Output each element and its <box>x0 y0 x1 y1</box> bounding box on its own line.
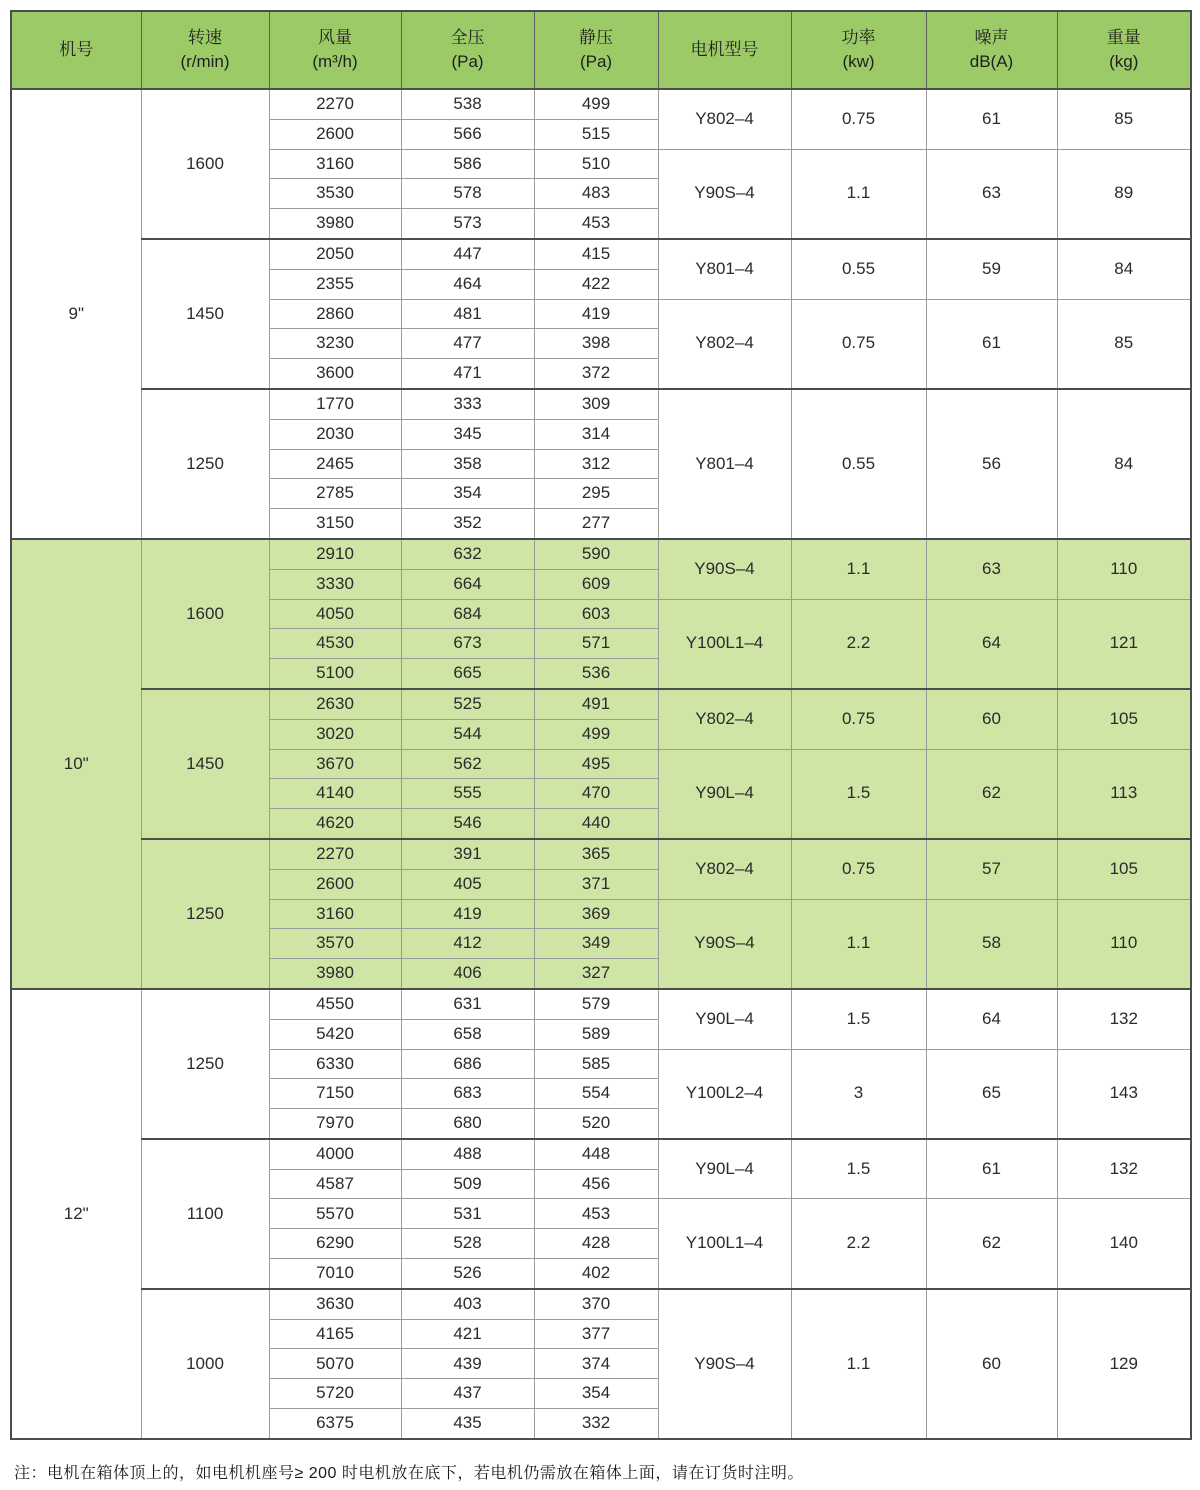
airflow-cell: 7970 <box>269 1109 401 1139</box>
power-cell: 0.55 <box>791 389 926 539</box>
static-pressure-cell: 453 <box>534 1199 658 1229</box>
noise-cell: 59 <box>926 239 1057 299</box>
weight-cell: 140 <box>1057 1199 1191 1289</box>
weight-cell: 85 <box>1057 299 1191 389</box>
motor-model-cell: Y100L1–4 <box>658 1199 791 1289</box>
static-pressure-cell: 369 <box>534 899 658 929</box>
static-pressure-cell: 470 <box>534 779 658 809</box>
power-cell: 0.75 <box>791 689 926 749</box>
static-pressure-cell: 428 <box>534 1229 658 1259</box>
header-line2: (m³/h) <box>312 52 358 71</box>
static-pressure-cell: 419 <box>534 299 658 329</box>
weight-cell: 132 <box>1057 989 1191 1049</box>
airflow-cell: 3630 <box>269 1289 401 1319</box>
weight-cell: 89 <box>1057 149 1191 239</box>
weight-cell: 132 <box>1057 1139 1191 1199</box>
header-line2: (Pa) <box>451 52 484 71</box>
header-line1: 重量 <box>1106 28 1141 47</box>
weight-cell: 113 <box>1057 749 1191 839</box>
header-line1: 转速 <box>188 28 222 47</box>
col-header-airflow <box>269 11 401 89</box>
motor-model-cell: Y802–4 <box>658 839 791 899</box>
table-row <box>11 389 1191 419</box>
col-header-total-pressure <box>401 11 534 89</box>
static-pressure-cell: 456 <box>534 1169 658 1199</box>
static-pressure-cell: 332 <box>534 1409 658 1439</box>
noise-cell: 60 <box>926 689 1057 749</box>
airflow-cell: 2600 <box>269 119 401 149</box>
total-pressure-cell: 481 <box>401 299 534 329</box>
static-pressure-cell: 515 <box>534 119 658 149</box>
motor-model-cell: Y100L1–4 <box>658 599 791 689</box>
static-pressure-cell: 453 <box>534 209 658 239</box>
power-cell: 1.1 <box>791 539 926 599</box>
header-row <box>11 11 1191 89</box>
header-line1: 机号 <box>59 40 94 59</box>
weight-cell: 105 <box>1057 839 1191 899</box>
airflow-cell: 1770 <box>269 389 401 419</box>
static-pressure-cell: 398 <box>534 329 658 359</box>
total-pressure-cell: 525 <box>401 689 534 719</box>
total-pressure-cell: 544 <box>401 719 534 749</box>
airflow-cell: 4140 <box>269 779 401 809</box>
total-pressure-cell: 447 <box>401 239 534 269</box>
total-pressure-cell: 555 <box>401 779 534 809</box>
airflow-cell: 3020 <box>269 719 401 749</box>
static-pressure-cell: 371 <box>534 869 658 899</box>
static-pressure-cell: 590 <box>534 539 658 569</box>
power-cell: 1.1 <box>791 149 926 239</box>
header-line1: 噪声 <box>974 28 1009 47</box>
power-cell: 2.2 <box>791 599 926 689</box>
power-cell: 3 <box>791 1049 926 1139</box>
airflow-cell: 6290 <box>269 1229 401 1259</box>
airflow-cell: 2050 <box>269 239 401 269</box>
total-pressure-cell: 509 <box>401 1169 534 1199</box>
header-line1: 全压 <box>450 28 485 47</box>
airflow-cell: 2785 <box>269 479 401 509</box>
total-pressure-cell: 538 <box>401 89 534 119</box>
airflow-cell: 5420 <box>269 1019 401 1049</box>
total-pressure-cell: 526 <box>401 1259 534 1289</box>
motor-model-cell: Y90S–4 <box>658 1289 791 1439</box>
weight-cell: 84 <box>1057 239 1191 299</box>
noise-cell: 63 <box>926 149 1057 239</box>
motor-model-cell: Y802–4 <box>658 89 791 149</box>
total-pressure-cell: 632 <box>401 539 534 569</box>
total-pressure-cell: 358 <box>401 449 534 479</box>
total-pressure-cell: 345 <box>401 419 534 449</box>
static-pressure-cell: 377 <box>534 1319 658 1349</box>
speed-cell: 1450 <box>141 689 269 839</box>
speed-cell: 1600 <box>141 89 269 239</box>
airflow-cell: 3530 <box>269 179 401 209</box>
table-row <box>11 1139 1191 1169</box>
motor-model-cell: Y90L–4 <box>658 749 791 839</box>
static-pressure-cell: 372 <box>534 359 658 389</box>
airflow-cell: 2630 <box>269 689 401 719</box>
static-pressure-cell: 327 <box>534 959 658 989</box>
airflow-cell: 6375 <box>269 1409 401 1439</box>
airflow-cell: 6330 <box>269 1049 401 1079</box>
total-pressure-cell: 658 <box>401 1019 534 1049</box>
total-pressure-cell: 437 <box>401 1379 534 1409</box>
static-pressure-cell: 415 <box>534 239 658 269</box>
table-row <box>11 539 1191 569</box>
total-pressure-cell: 578 <box>401 179 534 209</box>
table-row <box>11 1289 1191 1319</box>
airflow-cell: 4050 <box>269 599 401 629</box>
airflow-cell: 5070 <box>269 1349 401 1379</box>
total-pressure-cell: 665 <box>401 659 534 689</box>
power-cell: 0.75 <box>791 299 926 389</box>
motor-model-cell: Y90S–4 <box>658 539 791 599</box>
static-pressure-cell: 499 <box>534 719 658 749</box>
airflow-cell: 2030 <box>269 419 401 449</box>
col-header-weight <box>1057 11 1191 89</box>
static-pressure-cell: 448 <box>534 1139 658 1169</box>
static-pressure-cell: 370 <box>534 1289 658 1319</box>
weight-cell: 110 <box>1057 899 1191 989</box>
airflow-cell: 4530 <box>269 629 401 659</box>
airflow-cell: 4620 <box>269 809 401 839</box>
airflow-cell: 5570 <box>269 1199 401 1229</box>
airflow-cell: 7010 <box>269 1259 401 1289</box>
total-pressure-cell: 352 <box>401 509 534 539</box>
total-pressure-cell: 566 <box>401 119 534 149</box>
total-pressure-cell: 464 <box>401 269 534 299</box>
static-pressure-cell: 295 <box>534 479 658 509</box>
static-pressure-cell: 499 <box>534 89 658 119</box>
airflow-cell: 3980 <box>269 959 401 989</box>
power-cell: 1.5 <box>791 749 926 839</box>
static-pressure-cell: 579 <box>534 989 658 1019</box>
airflow-cell: 7150 <box>269 1079 401 1109</box>
total-pressure-cell: 680 <box>401 1109 534 1139</box>
noise-cell: 62 <box>926 749 1057 839</box>
static-pressure-cell: 349 <box>534 929 658 959</box>
static-pressure-cell: 277 <box>534 509 658 539</box>
table-row <box>11 239 1191 269</box>
weight-cell: 85 <box>1057 89 1191 149</box>
speed-cell: 1100 <box>141 1139 269 1289</box>
header-line2: dB(A) <box>969 52 1014 71</box>
total-pressure-cell: 477 <box>401 329 534 359</box>
airflow-cell: 2860 <box>269 299 401 329</box>
static-pressure-cell: 510 <box>534 149 658 179</box>
static-pressure-cell: 585 <box>534 1049 658 1079</box>
total-pressure-cell: 488 <box>401 1139 534 1169</box>
weight-cell: 143 <box>1057 1049 1191 1139</box>
static-pressure-cell: 491 <box>534 689 658 719</box>
airflow-cell: 3670 <box>269 749 401 779</box>
motor-model-cell: Y90S–4 <box>658 899 791 989</box>
airflow-cell: 4550 <box>269 989 401 1019</box>
static-pressure-cell: 440 <box>534 809 658 839</box>
speed-cell: 1600 <box>141 539 269 689</box>
total-pressure-cell: 586 <box>401 149 534 179</box>
airflow-cell: 4000 <box>269 1139 401 1169</box>
motor-model-cell: Y801–4 <box>658 389 791 539</box>
size-cell: 10" <box>11 539 141 989</box>
airflow-cell: 4587 <box>269 1169 401 1199</box>
col-header-size <box>11 11 141 89</box>
total-pressure-cell: 562 <box>401 749 534 779</box>
weight-cell: 84 <box>1057 389 1191 539</box>
static-pressure-cell: 495 <box>534 749 658 779</box>
weight-cell: 121 <box>1057 599 1191 689</box>
static-pressure-cell: 603 <box>534 599 658 629</box>
motor-model-cell: Y90S–4 <box>658 149 791 239</box>
table-row <box>11 89 1191 119</box>
airflow-cell: 3150 <box>269 509 401 539</box>
table-row <box>11 689 1191 719</box>
table-row <box>11 989 1191 1019</box>
power-cell: 0.75 <box>791 839 926 899</box>
static-pressure-cell: 536 <box>534 659 658 689</box>
airflow-cell: 3600 <box>269 359 401 389</box>
noise-cell: 58 <box>926 899 1057 989</box>
total-pressure-cell: 391 <box>401 839 534 869</box>
static-pressure-cell: 571 <box>534 629 658 659</box>
total-pressure-cell: 405 <box>401 869 534 899</box>
spec-table-body <box>11 89 1191 1439</box>
noise-cell: 65 <box>926 1049 1057 1139</box>
total-pressure-cell: 403 <box>401 1289 534 1319</box>
table-row <box>11 839 1191 869</box>
speed-cell: 1250 <box>141 839 269 989</box>
total-pressure-cell: 406 <box>401 959 534 989</box>
motor-model-cell: Y802–4 <box>658 299 791 389</box>
weight-cell: 110 <box>1057 539 1191 599</box>
speed-cell: 1250 <box>141 989 269 1139</box>
speed-cell: 1000 <box>141 1289 269 1439</box>
col-header-speed <box>141 11 269 89</box>
total-pressure-cell: 419 <box>401 899 534 929</box>
static-pressure-cell: 483 <box>534 179 658 209</box>
header-line2: (r/min) <box>180 52 230 71</box>
noise-cell: 60 <box>926 1289 1057 1439</box>
power-cell: 1.5 <box>791 989 926 1049</box>
airflow-cell: 3160 <box>269 899 401 929</box>
col-header-power <box>791 11 926 89</box>
total-pressure-cell: 333 <box>401 389 534 419</box>
speed-cell: 1450 <box>141 239 269 389</box>
airflow-cell: 2600 <box>269 869 401 899</box>
header-line2: (kg) <box>1109 52 1139 71</box>
total-pressure-cell: 664 <box>401 569 534 599</box>
total-pressure-cell: 435 <box>401 1409 534 1439</box>
static-pressure-cell: 365 <box>534 839 658 869</box>
static-pressure-cell: 312 <box>534 449 658 479</box>
speed-cell: 1250 <box>141 389 269 539</box>
airflow-cell: 3570 <box>269 929 401 959</box>
total-pressure-cell: 684 <box>401 599 534 629</box>
weight-cell: 129 <box>1057 1289 1191 1439</box>
motor-model-cell: Y90L–4 <box>658 989 791 1049</box>
col-header-noise <box>926 11 1057 89</box>
total-pressure-cell: 531 <box>401 1199 534 1229</box>
total-pressure-cell: 686 <box>401 1049 534 1079</box>
static-pressure-cell: 554 <box>534 1079 658 1109</box>
static-pressure-cell: 374 <box>534 1349 658 1379</box>
motor-model-cell: Y801–4 <box>658 239 791 299</box>
noise-cell: 63 <box>926 539 1057 599</box>
noise-cell: 64 <box>926 599 1057 689</box>
noise-cell: 61 <box>926 89 1057 149</box>
total-pressure-cell: 354 <box>401 479 534 509</box>
noise-cell: 62 <box>926 1199 1057 1289</box>
static-pressure-cell: 422 <box>534 269 658 299</box>
power-cell: 1.1 <box>791 1289 926 1439</box>
power-cell: 0.75 <box>791 89 926 149</box>
static-pressure-cell: 354 <box>534 1379 658 1409</box>
airflow-cell: 3980 <box>269 209 401 239</box>
total-pressure-cell: 471 <box>401 359 534 389</box>
header-line2: (kw) <box>842 52 875 71</box>
static-pressure-cell: 589 <box>534 1019 658 1049</box>
power-cell: 1.1 <box>791 899 926 989</box>
header-line1: 静压 <box>579 28 613 47</box>
static-pressure-cell: 309 <box>534 389 658 419</box>
size-cell: 9" <box>11 89 141 539</box>
header-line2: (Pa) <box>579 52 613 71</box>
total-pressure-cell: 528 <box>401 1229 534 1259</box>
total-pressure-cell: 421 <box>401 1319 534 1349</box>
fan-spec-table <box>10 10 1192 1440</box>
airflow-cell: 2270 <box>269 839 401 869</box>
total-pressure-cell: 683 <box>401 1079 534 1109</box>
static-pressure-cell: 609 <box>534 569 658 599</box>
header-line1: 风量 <box>318 28 352 47</box>
static-pressure-cell: 314 <box>534 419 658 449</box>
total-pressure-cell: 546 <box>401 809 534 839</box>
airflow-cell: 2465 <box>269 449 401 479</box>
total-pressure-cell: 439 <box>401 1349 534 1379</box>
total-pressure-cell: 573 <box>401 209 534 239</box>
noise-cell: 61 <box>926 299 1057 389</box>
noise-cell: 57 <box>926 839 1057 899</box>
motor-model-cell: Y100L2–4 <box>658 1049 791 1139</box>
airflow-cell: 5100 <box>269 659 401 689</box>
airflow-cell: 4165 <box>269 1319 401 1349</box>
airflow-cell: 2910 <box>269 539 401 569</box>
airflow-cell: 2270 <box>269 89 401 119</box>
header-line1: 功率 <box>841 28 876 47</box>
col-header-static-pressure <box>534 11 658 89</box>
static-pressure-cell: 402 <box>534 1259 658 1289</box>
total-pressure-cell: 412 <box>401 929 534 959</box>
weight-cell: 105 <box>1057 689 1191 749</box>
airflow-cell: 3230 <box>269 329 401 359</box>
motor-model-cell: Y802–4 <box>658 689 791 749</box>
size-cell: 12" <box>11 989 141 1439</box>
airflow-cell: 5720 <box>269 1379 401 1409</box>
total-pressure-cell: 631 <box>401 989 534 1019</box>
total-pressure-cell: 673 <box>401 629 534 659</box>
airflow-cell: 2355 <box>269 269 401 299</box>
col-header-motor-model <box>658 11 791 89</box>
airflow-cell: 3330 <box>269 569 401 599</box>
power-cell: 1.5 <box>791 1139 926 1199</box>
motor-model-cell: Y90L–4 <box>658 1139 791 1199</box>
static-pressure-cell: 520 <box>534 1109 658 1139</box>
power-cell: 2.2 <box>791 1199 926 1289</box>
noise-cell: 61 <box>926 1139 1057 1199</box>
header-line1: 电机型号 <box>690 40 759 59</box>
power-cell: 0.55 <box>791 239 926 299</box>
footnote: 注：电机在箱体顶上的，如电机机座号≥ 200 时电机放在底下，若电机仍需放在箱体上面，请在订货时注明。 <box>14 1464 804 1482</box>
noise-cell: 64 <box>926 989 1057 1049</box>
airflow-cell: 3160 <box>269 149 401 179</box>
noise-cell: 56 <box>926 389 1057 539</box>
